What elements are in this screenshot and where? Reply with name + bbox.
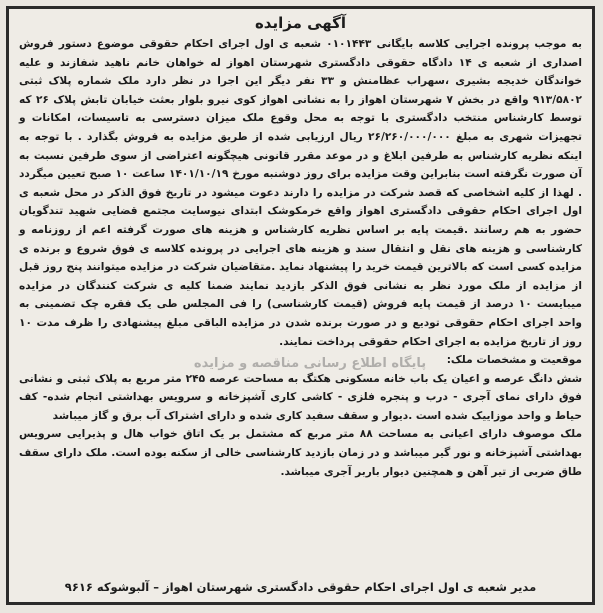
property-specs-body: شش دانگ عرصه و اعیان یک باب خانه مسکونی هکتگ به مساحت عرصه ۲۴۵ متر مربع به پلاک ثبتی و نشانی فوق دارای نمای آجری - درب و پنجره فلزی - کاشی کاری آشپزخانه و سرویس بهداشتی انجام شده- کف حیاط و واحد موزاییک شده است .دیوار و سقف سفید کاری شده و دارای اشتراک آب برق و گاز میباشد xyxy=(19,372,582,422)
notice-body: به موجب پرونده اجرایی کلاسه بایگانی ۰۱۰۱۴۴۳ شعبه ی اول اجرای احکام حقوقی موضوع دستور فروش اصداری از شعبه ی ۱۴ دادگاه حقوقی دادگستری شهرستان اهواز له خواهان خانم ناهید شفازند و علیه خواندگان خدیجه بشیری ،سهراب عظامنش و ۳۳ نفر دیگر این اجرا در نظر دارد ملک شماره پلاک ثبتی ۹۱۳/۵۸۰۲ واقع در بخش ۷ شهرستان اهواز را به نشانی اهواز کوی نیرو بلوار بعثت خیابان تابش پلاک ۲۶ که توسط کارشناس منتخب دادگستری با توجه به محل وقوع ملک میزان دسترسی به تاسیسات، امکانات و تجهیزات شهری به مبلغ ۲۶/۲۶۰/۰۰۰/۰۰۰ ریال ارزیابی شده از طریق مزایده به فروش بگذارد . با توجه به اینکه نظریه کارشناس به طرفین ابلاغ و در موعد مقرر قانونی هیچگونه اعتراضی از سوی طرفین نسبت به آن صورت نگرفته است بنابراین وقت مزایده برای روز دوشنبه مورخ ۱۴۰۱/۱۰/۱۹ ساعت ۱۰ صبح تعیین میگردد . لهذا از کلیه اشخاصی که قصد شرکت در مزایده را دارند دعوت میشود در تاریخ فوق الذکر در محل شعبه ی اول اجرای احکام حقوقی دادگستری اهواز واقع خرمکوشک ابتدای نیوسایت مجتمع قضایی شهید تندگویان حضور به هم رسانند .قیمت پایه بر اساس نظریه کارشناس و هزینه های صورت گرفته اعم از روزنامه و کارشناسی و هزینه های نقل و انتقال سند و هزینه های اجرایی در پرونده کلاسه ی فوق شروع و برنده ی مزایده کسی است که بالاترین قیمت خرید را پیشنهاد نماید .متقاضیان شرکت در مزایده میتوانند پنج روز قبل از مزایده از ملک مورد نظر به نشانی فوق الذکر بازدید نمایند ضمنا کلیه ی شرکت کنندگان در مزایده میبایست ۱۰ درصد از قیمت پایه فروش (قیمت کارشناسی) را فی المجلس طی یک فقره چک تضمینی به واحد اجرای احکام حقوقی تودیع و در صورت برنده شدن در مزایده الباقی مبلغ پیشنهادی را ظرف مدت ۱۰ روز از تاریخ مزایده به اجرای احکام حقوقی پرداخت نمایند. xyxy=(19,38,583,348)
property-specs-heading: موقعیت و مشخصات ملک: xyxy=(446,354,582,367)
notice-footer-signature: مدیر شعبه ی اول اجرای احکام حقوقی دادگستری شهرستان اهواز – آلبوشوکه ۹۶۱۶ xyxy=(64,580,537,594)
watermark-text: پایگاه اطلاع رسانی مناقصه و مزایده xyxy=(193,356,427,371)
property-specs-body-2: ملک موصوف دارای اعیانی به مساحت ۸۸ متر مربع که مشتمل بر یک اتاق خواب هال و پذیرایی سرویس بهداشتی آشپزخانه و نور گیر میباشد و در زمان بازدید کارشناسی خالی از سکنه بوده است. ملک دارای سقف طاق ضربی از تیر آهن و همچنین دیوار باربر آجری میباشد. xyxy=(19,428,582,478)
notice-title: آگهی مزایده xyxy=(254,14,347,32)
auction-notice xyxy=(6,6,595,605)
